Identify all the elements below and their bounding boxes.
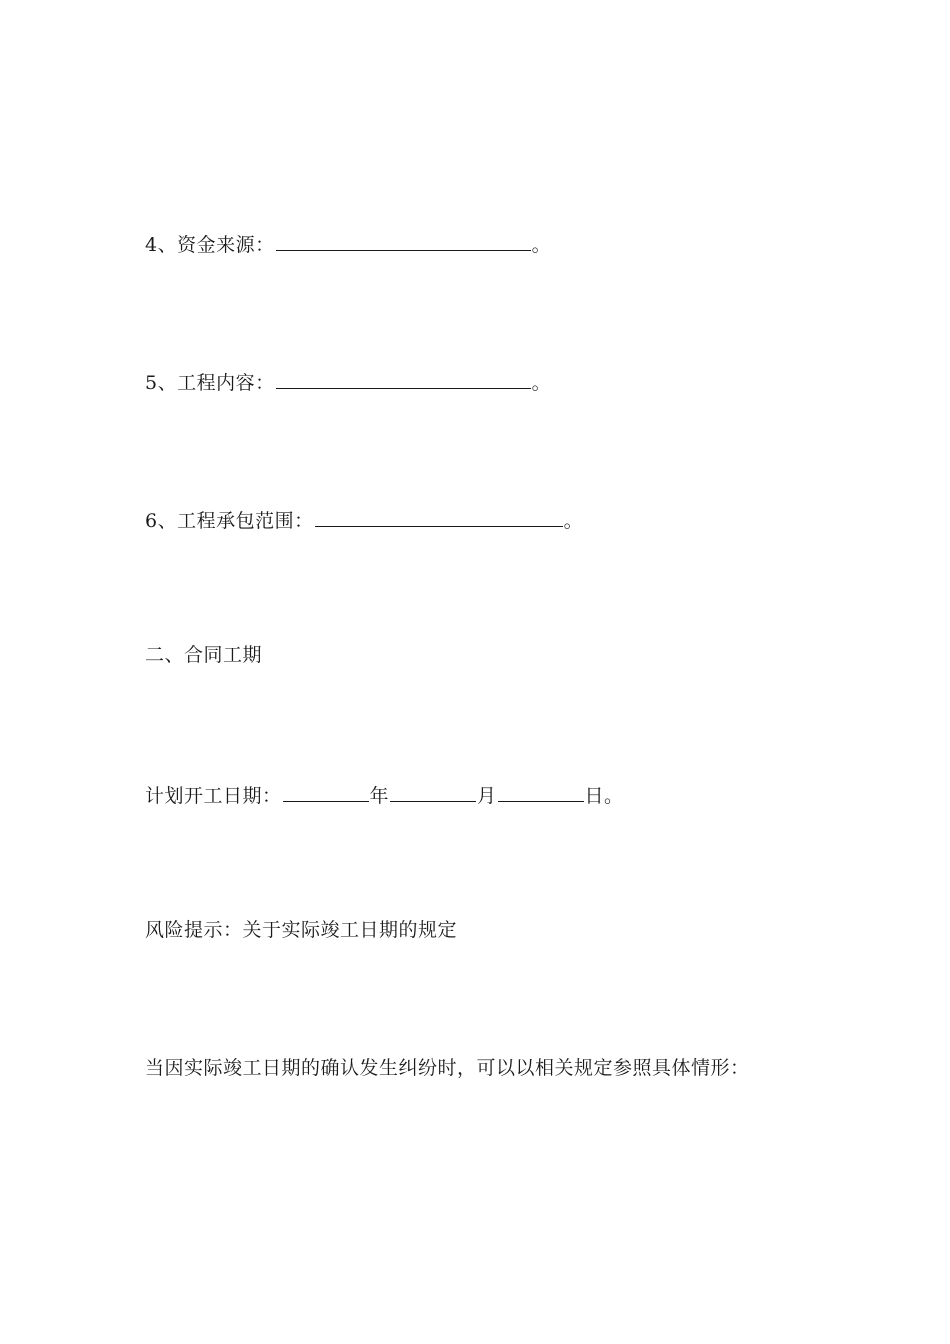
funding-line xyxy=(145,230,551,257)
risk-tip: 风险提示：关于实际竣工日期的规定 xyxy=(145,919,458,941)
day-blank xyxy=(498,781,584,802)
month-label: 月 xyxy=(477,785,497,807)
day-label: 日。 xyxy=(584,785,624,807)
content-line xyxy=(145,368,551,395)
content-end: 。 xyxy=(531,372,552,394)
section-title: 二、合同工期 xyxy=(145,644,263,666)
content-label: 5、工程内容： xyxy=(145,372,275,394)
scope-label: 6、工程承包范围： xyxy=(145,510,314,532)
funding-blank xyxy=(276,230,531,251)
content-blank xyxy=(276,368,531,389)
month-blank xyxy=(390,781,476,802)
scope-blank xyxy=(315,506,563,527)
funding-label: 4、资金来源： xyxy=(145,234,275,256)
year-label: 年 xyxy=(369,785,390,807)
paragraph: 当因实际竣工日期的确认发生纠纷时，可以以相关规定参照具体情形： xyxy=(145,1057,750,1079)
start-date-line xyxy=(145,781,624,808)
start-date-label: 计划开工日期： xyxy=(145,785,282,807)
scope-end: 。 xyxy=(563,510,584,532)
funding-end: 。 xyxy=(531,234,552,256)
scope-line xyxy=(145,506,583,533)
year-blank xyxy=(283,781,369,802)
